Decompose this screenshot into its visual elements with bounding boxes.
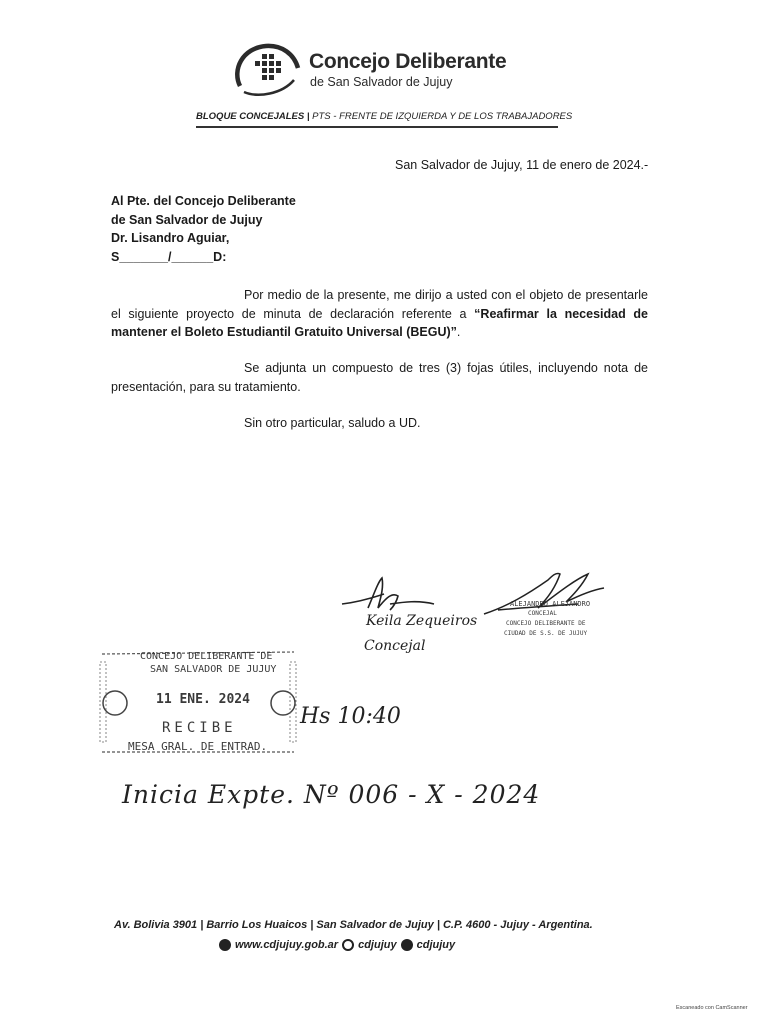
globe-icon [219,939,231,951]
recipient-line-1: Al Pte. del Concejo Deliberante [111,194,296,208]
facebook-icon [401,939,413,951]
bloque-party: PTS - FRENTE DE IZQUIERDA Y DE LOS TRABAJADORES [309,111,573,122]
org-name: Concejo Deliberante [309,50,507,73]
stamp-office: MESA GRAL. DE ENTRAD. [128,740,268,753]
stamp-line-2: SAN SALVADOR DE JUJUY [150,664,277,675]
recipient-line-3: Dr. Lisandro Aguiar, [111,231,230,245]
footer-address: Av. Bolivia 3901 | Barrio Los Huaicos | San Salvador de Jujuy | C.P. 4600 - Jujuy - Argentina. [114,919,593,931]
reception-stamp [98,648,298,758]
para1-lead: Por medio de la presente, me dirijo a usted con el objeto de presentarle el siguiente proyecto de minuta de declaración referente a [111,288,648,321]
bloque-heading [196,111,572,122]
stamp-line-1: CONCEJO DELIBERANTE DE [140,651,273,662]
footer-facebook[interactable]: cdjujuy [416,939,456,951]
sig2-stamp-line-2: CONCEJAL [528,610,557,617]
recipient-line-4: S_______/______D: [111,250,227,264]
org-city: de San Salvador de Jujuy [310,75,453,89]
signer-name-handwritten: Keila Zequeiros [366,613,478,629]
stamp-date: 11 ENE. 2024 [156,692,250,707]
stamp-action: RECIBE [162,720,237,736]
body-paragraph-1 [111,286,648,342]
header-divider [196,126,558,128]
footer-instagram[interactable]: cdjujuy [358,939,397,951]
signer-role-handwritten: Concejal [364,638,426,654]
footer-contact [219,939,455,951]
closing-line: Sin otro particular, saludo a UD. [244,416,421,430]
body-paragraph-2: Se adjunta un compuesto de tres (3) fojas útiles, incluyendo nota de presentación, para su tratamiento. [111,361,648,394]
para1-bold: “Reafirmar la necesidad de mantener el Boleto Estudiantil Gratuito Universal (BEGU)” [111,306,649,339]
scanner-watermark: Escaneado con CamScanner [676,1005,748,1011]
sig2-stamp-line-4: CIUDAD DE S.S. DE JUJUY [504,630,588,637]
para1-end: . [456,325,461,339]
concejo-logo-icon [232,40,302,98]
recipient-line-2: de San Salvador de Jujuy [111,213,263,227]
letter-date: San Salvador de Jujuy, 11 de enero de 2024.- [395,158,649,172]
signature-1-icon [338,574,438,618]
expediente-handwritten: Inicia Expte. Nº 006 - X - 2024 [122,780,541,809]
instagram-icon [342,939,354,951]
sig2-stamp-line-3: CONCEJO DELIBERANTE DE [506,620,586,627]
sig2-stamp-line-1: ALEJANDRO ALEJANDRO [510,600,591,608]
footer-website[interactable]: www.cdjujuy.gob.ar [235,939,339,951]
reception-hour-handwritten: Hs 10:40 [300,704,401,729]
bloque-label: BLOQUE CONCEJALES | [196,111,310,122]
